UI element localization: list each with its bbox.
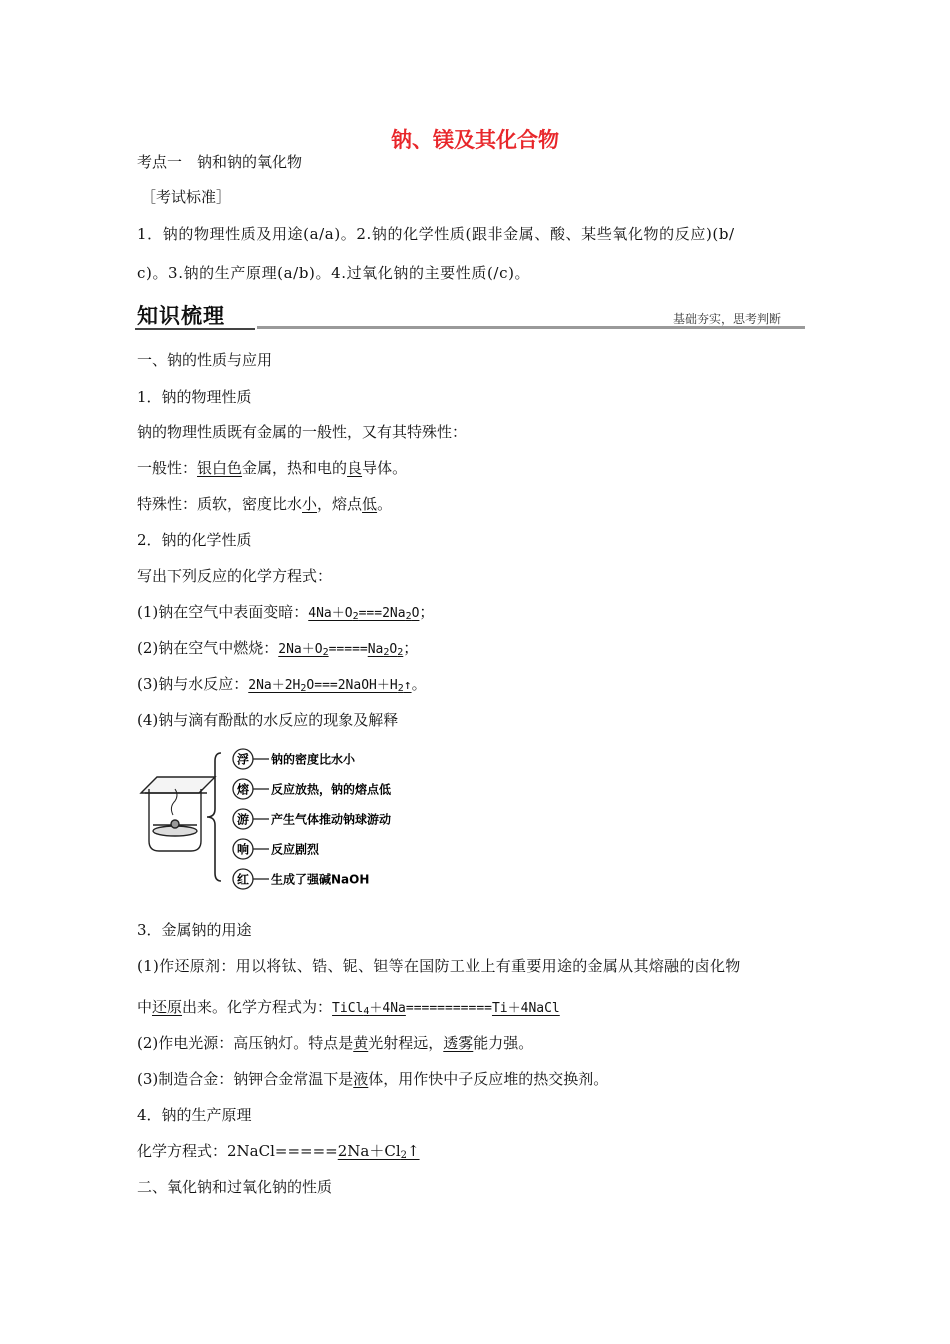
diagram-keyword: 红 <box>236 872 250 887</box>
s1-heading: 1．钠的物理性质 <box>137 388 252 406</box>
diagram-explanation: 产生气体推动钠球游动 <box>271 812 392 827</box>
brace-icon <box>207 753 221 881</box>
reaction-1: (1)钠在空气中表面变暗：$4Na+O_2===2Na_2O$； <box>137 603 435 622</box>
diagram-keyword: 游 <box>236 812 250 827</box>
s1-intro: 钠的物理性质既有金属的一般性，又有其特殊性： <box>137 423 468 441</box>
banner-subtitle: 基础夯实，思考判断 <box>673 312 782 326</box>
diagram-list <box>233 749 392 889</box>
s4-equation: 化学方程式：$2NaCl=====2Na+Cl_2↑$ <box>137 1142 420 1161</box>
diagram-explanation: 生成了强碱NaOH <box>271 872 370 887</box>
s3-line-1: (1)作还原剂：用以将钛、锆、铌、钽等在国防工业上有重要用途的金属从其熔融的卤化物 <box>137 957 741 975</box>
diagram-explanation: 钠的密度比水小 <box>271 752 356 767</box>
standard-header: ［考试标准］ <box>141 188 232 206</box>
s1-general: 一般性：银白色金属，热和电的良导体。 <box>137 459 408 477</box>
reaction-3: (3)钠与水反应：$2Na+2H_2O===2NaOH+H_2↑$。 <box>137 675 427 694</box>
s1-special: 特殊性：质软，密度比水小，熔点低。 <box>137 495 393 513</box>
part-1-heading: 一、钠的性质与应用 <box>137 351 273 369</box>
diagram-keyword: 响 <box>236 842 250 857</box>
s3-line-4: (3)制造合金：钠钾合金常温下是液体，用作快中子反应堆的热交换剂。 <box>137 1070 609 1088</box>
diagram-item <box>233 839 320 859</box>
diagram-item <box>233 869 369 889</box>
banner-title-underline <box>135 328 255 330</box>
part-2-heading: 二、氧化钠和过氧化钠的性质 <box>137 1178 333 1196</box>
section-heading: 考点一 钠和钠的氧化物 <box>137 153 303 171</box>
s3-heading: 3．金属钠的用途 <box>137 921 252 939</box>
standard-line-1: 1．钠的物理性质及用途(a/a)。2.钠的化学性质(跟非金属、酸、某些氧化物的反应)(b/ <box>137 225 735 243</box>
diagram-explanation: 反应剧烈 <box>271 842 320 857</box>
diagram-keyword: 浮 <box>236 752 250 767</box>
reaction-4-heading: (4)钠与滴有酚酞的水反应的现象及解释 <box>137 711 399 729</box>
banner-title: 知识梳理 <box>137 304 225 328</box>
standard-line-2: c)。3.钠的生产原理(a/b)。4.过氧化钠的主要性质(/c)。 <box>137 264 531 282</box>
s3-line-2: 中还原出来。化学方程式为：TiCl$_4$＋4Na===========Ti＋4NaCl <box>137 998 560 1017</box>
beaker-icon <box>141 777 215 851</box>
diagram-keyword: 熔 <box>236 782 250 797</box>
diagram-item <box>233 749 356 769</box>
page-title: 钠、镁及其化合物 <box>391 128 559 152</box>
phenolphthalein-diagram <box>135 745 435 895</box>
s2-intro: 写出下列反应的化学方程式： <box>137 567 333 585</box>
diagram-item <box>233 809 391 829</box>
s3-line-3: (2)作电光源：高压钠灯。特点是黄光射程远，透雾能力强。 <box>137 1034 534 1052</box>
s2-heading: 2．钠的化学性质 <box>137 531 252 549</box>
diagram-item <box>233 779 392 799</box>
diagram-explanation: 反应放热，钠的熔点低 <box>271 782 392 797</box>
reaction-2: (2)钠在空气中燃烧：$2Na+O_2=====Na_2O_2$； <box>137 639 419 658</box>
s4-heading: 4．钠的生产原理 <box>137 1106 252 1124</box>
